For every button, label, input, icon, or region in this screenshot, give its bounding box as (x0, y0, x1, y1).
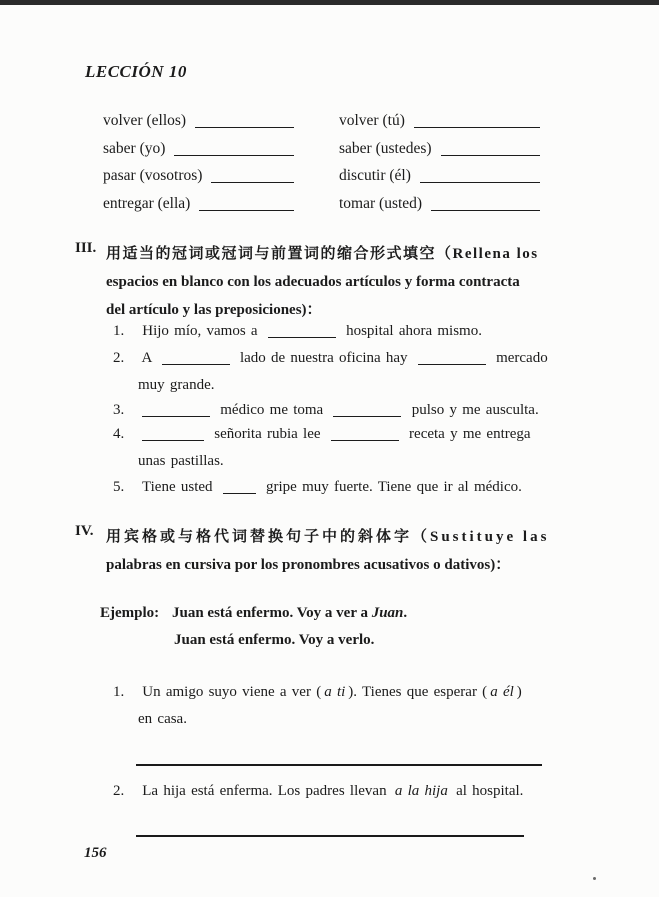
item-text: gripe muy fuerte. Tiene que ir al médico. (266, 479, 522, 495)
example-label: Ejemplo: (100, 605, 160, 621)
verb-prompt: saber (yo) (103, 139, 166, 157)
conjugation-row (339, 140, 540, 168)
item-text: ) (516, 684, 522, 700)
item-text: médico me toma (220, 402, 324, 418)
example-block (100, 600, 407, 654)
item-text: unas pastillas. (138, 453, 224, 469)
fill-in-blank (162, 364, 230, 365)
conjugation-row (339, 195, 540, 223)
item-text: lado de nuestra oficina hay (239, 350, 408, 366)
fill-in-blank (418, 364, 486, 365)
item-text: ). Tienes que esperar ( (348, 684, 488, 700)
verb-prompt: pasar (vosotros) (103, 167, 203, 184)
item-text: señorita rubia lee (214, 426, 321, 442)
verb-prompt: volver (ellos) (103, 112, 187, 129)
verb-prompt: discutir (él) (339, 167, 411, 184)
section-numeral: IV. (75, 523, 94, 539)
answer-blank (441, 155, 540, 156)
item-text: A (141, 350, 152, 366)
item-number: 1. (113, 684, 125, 700)
page-number: 156 (84, 845, 107, 861)
verb-prompt: saber (ustedes) (339, 139, 432, 157)
exercise-item-iv-1 (113, 682, 633, 702)
example-period: . (403, 605, 408, 621)
item-number: 2. (113, 783, 125, 799)
example-text: Juan está enfermo. Voy a ver a (172, 605, 368, 621)
conjugation-right-column (339, 112, 540, 222)
conjugation-row (103, 140, 294, 168)
exercise-item-iii-1 (113, 321, 633, 341)
lesson-title: LECCIÓN 10 (85, 62, 187, 81)
example-line-2: Juan está enfermo. Voy a verlo. (174, 632, 375, 648)
answer-blank (174, 155, 294, 156)
scan-speck-artifact (593, 877, 596, 880)
answer-blank (199, 210, 294, 211)
exercise-item-iii-4 (113, 424, 633, 444)
fill-in-blank (333, 416, 401, 417)
item-number: 1. (113, 323, 125, 339)
item-text: muy grande. (138, 377, 215, 393)
heading-line: 用适当的冠词或冠词与前置词的缩合形式填空（Rellena los (106, 246, 539, 262)
heading-line: espacios en blanco con los adecuados artículos y forma contracta (106, 274, 520, 290)
conjugation-row (339, 112, 540, 140)
example-italic-word: Juan (371, 605, 404, 621)
exercise-item-iv-2 (113, 781, 633, 801)
answer-blank (420, 182, 540, 183)
item-text: La hija está enferma. Los padres llevan (142, 783, 387, 799)
fill-in-blank (268, 337, 336, 338)
item-text: Hijo mío, vamos a (142, 323, 258, 339)
item-italic-text: a ti (324, 684, 346, 700)
item-text: al hospital. (456, 783, 524, 799)
heading-line: del artículo y las preposiciones)： (106, 302, 322, 318)
verb-prompt: tomar (usted) (339, 194, 423, 212)
verb-prompt: entregar (ella) (103, 194, 191, 212)
conjugation-left-column (103, 112, 294, 222)
section-iii-heading-lines (106, 240, 539, 324)
section-iii-heading (75, 240, 539, 324)
verb-prompt: volver (tú) (339, 112, 405, 129)
heading-line: 用宾格或与格代词替换句子中的斜体字（Sustituye las (106, 529, 550, 545)
item-text: receta y me entrega (409, 426, 531, 442)
exercise-item-iii-4-continuation (138, 451, 658, 471)
example-line-1 (100, 600, 407, 627)
conjugation-row (339, 167, 540, 195)
item-text: en casa. (138, 711, 187, 727)
item-number: 2. (113, 350, 125, 366)
item-text: pulso y me ausculta. (411, 402, 539, 418)
scan-edge-artifact (0, 0, 659, 5)
item-text: Un amigo suyo viene a ver ( (142, 684, 322, 700)
item-text: mercado (496, 350, 548, 366)
fill-in-blank (142, 440, 204, 441)
answer-line (136, 835, 524, 837)
item-number: 4. (113, 426, 125, 442)
item-italic-text: a la hija (394, 783, 448, 799)
fill-in-blank (142, 416, 210, 417)
conjugation-row (103, 112, 294, 140)
conjugation-row (103, 195, 294, 223)
item-text: Tiene usted (141, 479, 213, 495)
item-text: hospital ahora mismo. (346, 323, 482, 339)
section-iv-heading (75, 523, 549, 579)
section-iv-heading-lines (106, 523, 549, 579)
exercise-item-iii-3 (113, 400, 633, 420)
answer-blank (211, 182, 294, 183)
item-number: 3. (113, 402, 125, 418)
answer-blank (431, 210, 540, 211)
exercise-item-iii-5 (113, 477, 633, 497)
exercise-item-iii-2-continuation (138, 375, 658, 395)
conjugation-row (103, 167, 294, 195)
section-numeral: III. (75, 240, 97, 256)
item-italic-text: a él (490, 684, 514, 700)
fill-in-blank (223, 493, 256, 494)
answer-line (136, 764, 542, 766)
item-number: 5. (113, 479, 125, 495)
answer-blank (195, 127, 294, 128)
fill-in-blank (331, 440, 399, 441)
answer-blank (414, 127, 540, 128)
exercise-item-iii-2 (113, 348, 633, 368)
exercise-item-iv-1-continuation (138, 709, 658, 729)
heading-line: palabras en cursiva por los pronombres acusativos o dativos)： (106, 557, 511, 573)
